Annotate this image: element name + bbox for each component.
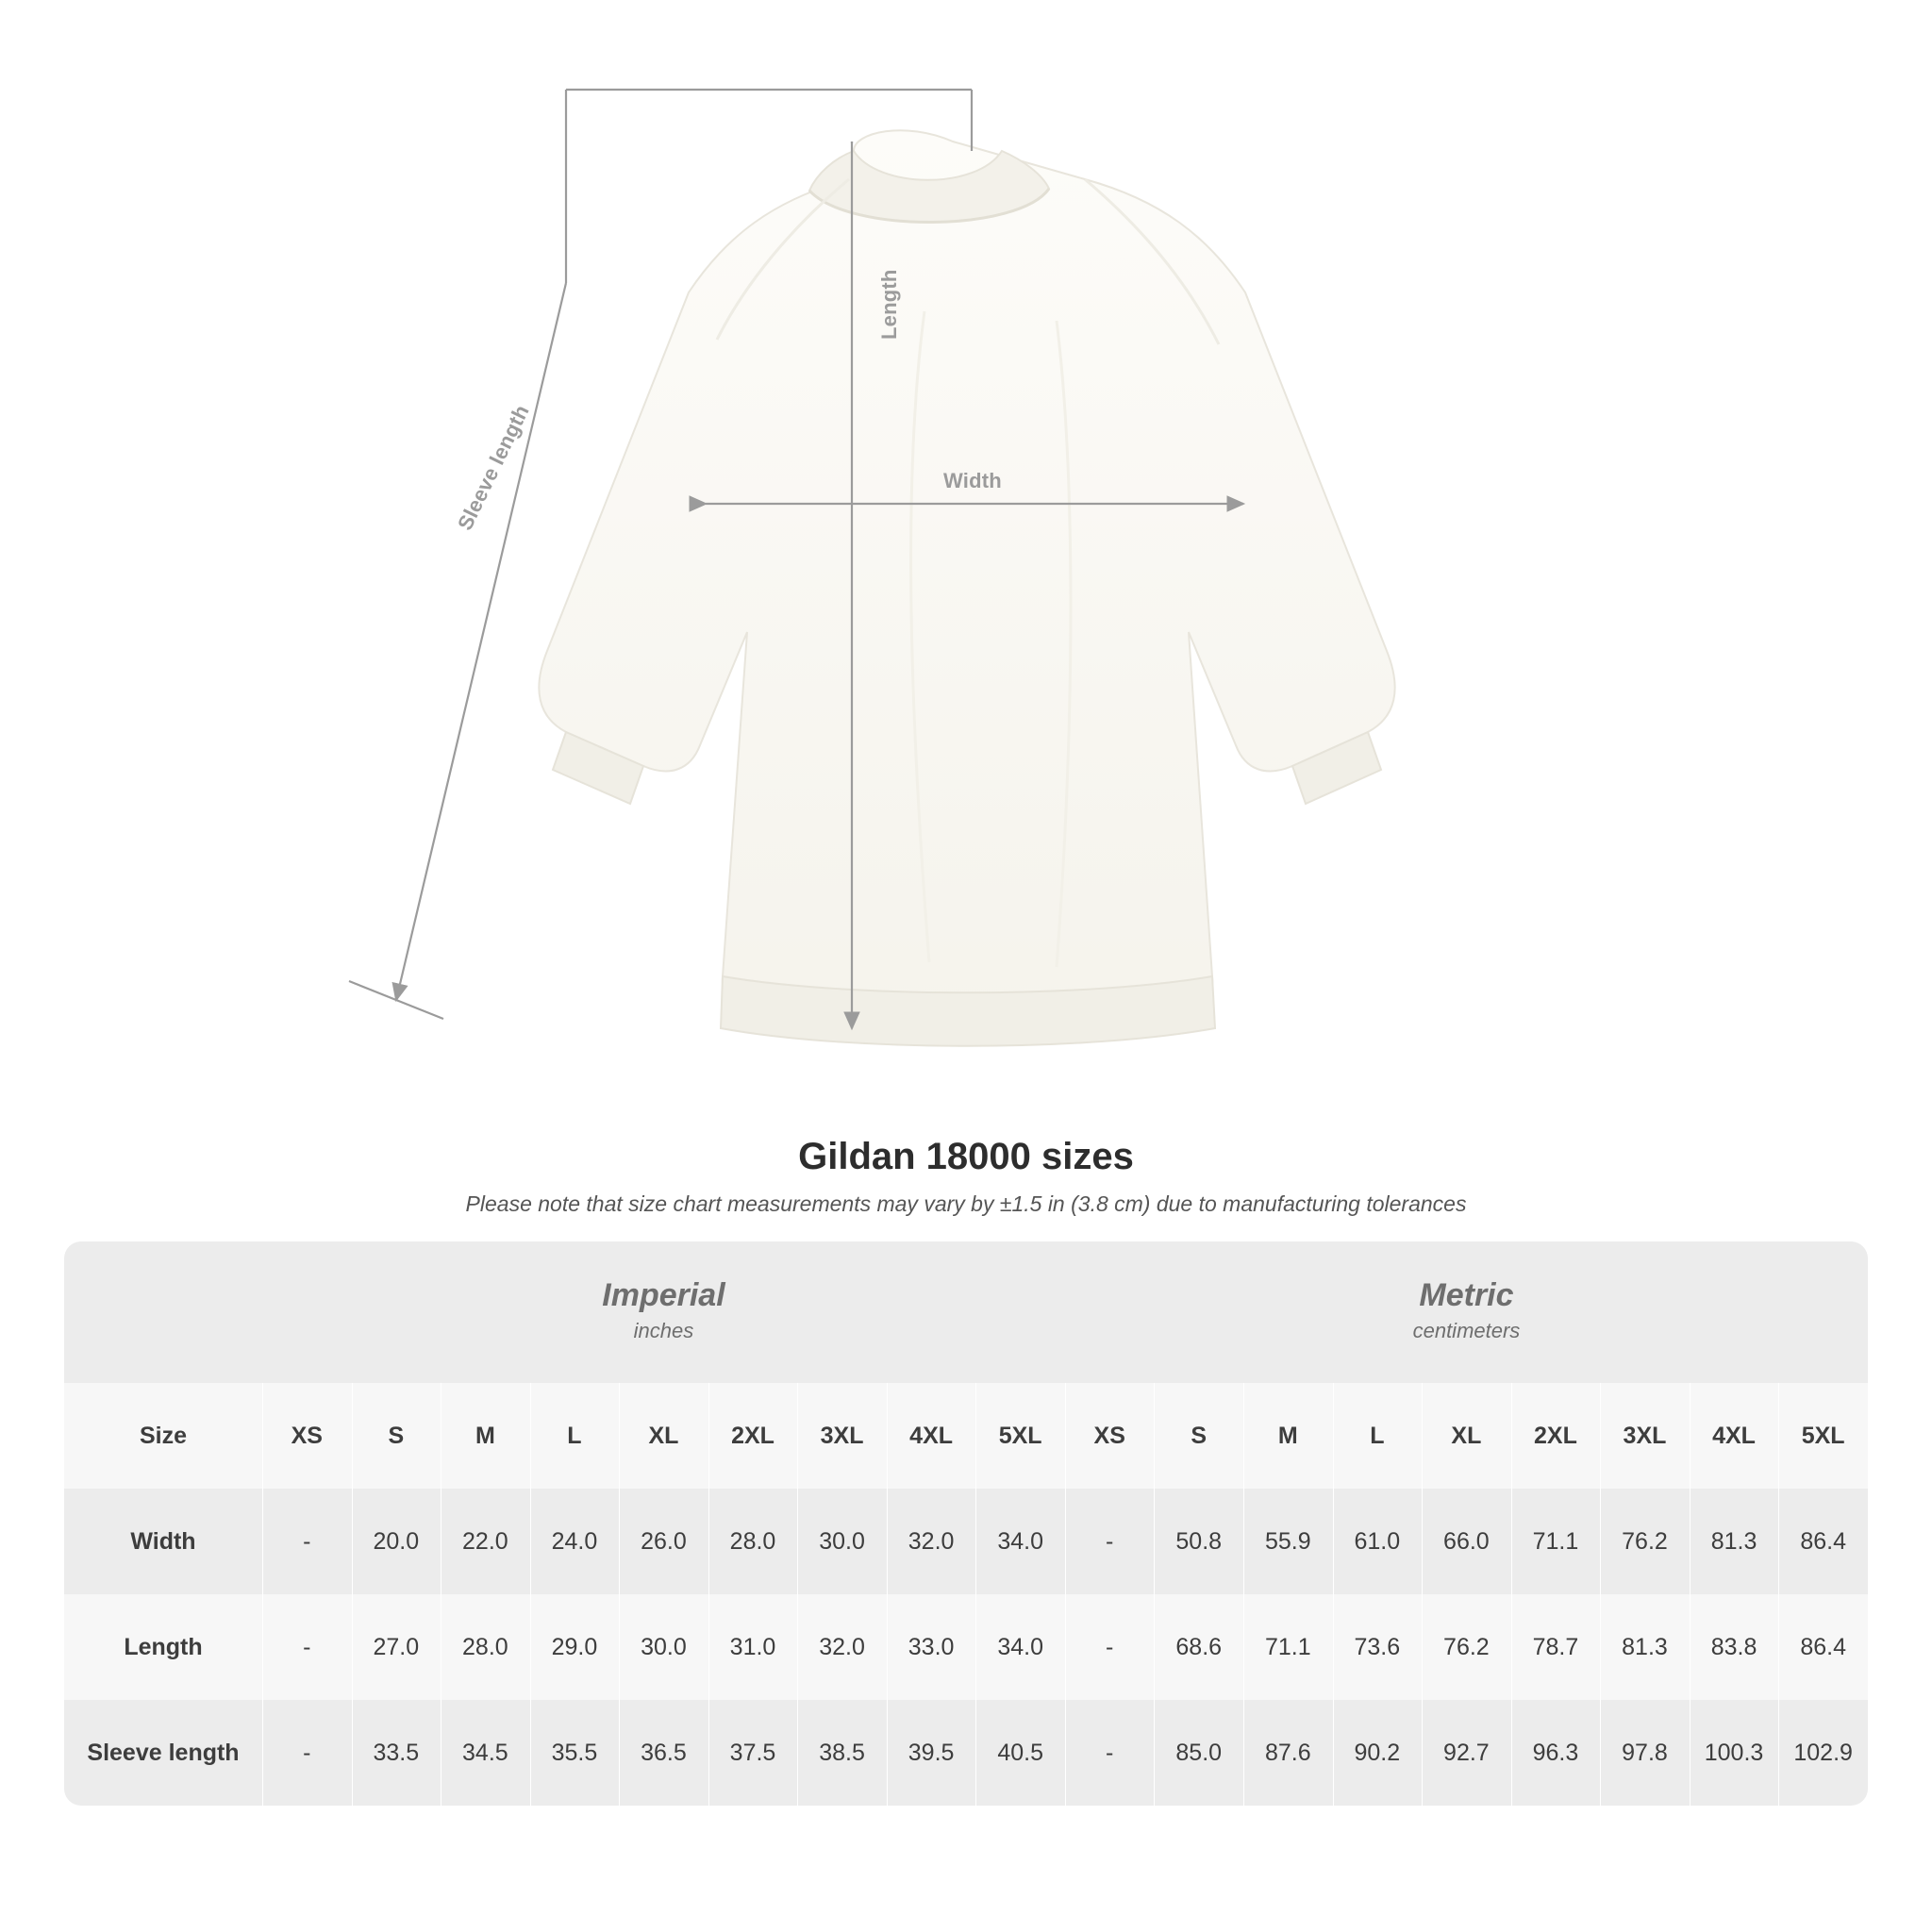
table-cell: 86.4 bbox=[1778, 1594, 1868, 1700]
unit-header-metric bbox=[1065, 1241, 1868, 1383]
size-header-cell: M bbox=[1243, 1383, 1333, 1489]
size-header-row bbox=[64, 1383, 1868, 1489]
table-cell: 36.5 bbox=[619, 1700, 708, 1806]
table-cell: 33.0 bbox=[887, 1594, 976, 1700]
size-header-label: Size bbox=[64, 1383, 262, 1489]
table-cell: 78.7 bbox=[1511, 1594, 1601, 1700]
table-cell: 71.1 bbox=[1511, 1489, 1601, 1594]
table-cell: - bbox=[1065, 1489, 1155, 1594]
table-cell: 55.9 bbox=[1243, 1489, 1333, 1594]
table-cell: 81.3 bbox=[1600, 1594, 1690, 1700]
table-cell: 24.0 bbox=[530, 1489, 620, 1594]
table-cell: 100.3 bbox=[1690, 1700, 1779, 1806]
table-cell: 73.6 bbox=[1333, 1594, 1423, 1700]
table-cell: 39.5 bbox=[887, 1700, 976, 1806]
size-header-cell: 4XL bbox=[887, 1383, 976, 1489]
table-cell: 28.0 bbox=[441, 1594, 530, 1700]
table-cell: 29.0 bbox=[530, 1594, 620, 1700]
unit-name-metric: Metric bbox=[1419, 1276, 1514, 1313]
table-cell: 33.5 bbox=[352, 1700, 441, 1806]
size-header-cell: 3XL bbox=[797, 1383, 887, 1489]
table-cell: 85.0 bbox=[1154, 1700, 1243, 1806]
table-cell: 87.6 bbox=[1243, 1700, 1333, 1806]
size-header-cell: XS bbox=[1065, 1383, 1155, 1489]
table-cell: 86.4 bbox=[1778, 1489, 1868, 1594]
table-cell: 68.6 bbox=[1154, 1594, 1243, 1700]
size-header-cell: 4XL bbox=[1690, 1383, 1779, 1489]
size-header-cell: XL bbox=[1422, 1383, 1511, 1489]
table-cell: 38.5 bbox=[797, 1700, 887, 1806]
table-cell: 83.8 bbox=[1690, 1594, 1779, 1700]
table-cell: 76.2 bbox=[1422, 1594, 1511, 1700]
table-cell: 27.0 bbox=[352, 1594, 441, 1700]
size-header-cell: 2XL bbox=[708, 1383, 798, 1489]
size-header-cell: 5XL bbox=[1778, 1383, 1868, 1489]
size-header-cell: L bbox=[530, 1383, 620, 1489]
table-cell: 32.0 bbox=[887, 1489, 976, 1594]
size-header-cell: S bbox=[352, 1383, 441, 1489]
size-header-cell: 5XL bbox=[975, 1383, 1065, 1489]
table-cell: 66.0 bbox=[1422, 1489, 1511, 1594]
table-cell: 92.7 bbox=[1422, 1700, 1511, 1806]
table-cell: 96.3 bbox=[1511, 1700, 1601, 1806]
sleeve-length-dimension-label: Sleeve length bbox=[453, 401, 534, 534]
unit-sub-imperial: inches bbox=[633, 1318, 694, 1342]
size-header-cell: 3XL bbox=[1600, 1383, 1690, 1489]
table-cell: 40.5 bbox=[975, 1700, 1065, 1806]
size-table-wrapper bbox=[64, 1241, 1868, 1806]
table-cell: 76.2 bbox=[1600, 1489, 1690, 1594]
unit-header-imperial bbox=[262, 1241, 1065, 1383]
size-chart-table bbox=[64, 1241, 1868, 1806]
tolerance-note: Please note that size chart measurements may vary by ±1.5 in (3.8 cm) due to manufacturing tolerances bbox=[465, 1191, 1467, 1216]
table-cell: - bbox=[1065, 1594, 1155, 1700]
table-cell: 34.0 bbox=[975, 1594, 1065, 1700]
table-cell: 30.0 bbox=[619, 1594, 708, 1700]
table-cell: 35.5 bbox=[530, 1700, 620, 1806]
size-header-cell: S bbox=[1154, 1383, 1243, 1489]
table-row bbox=[64, 1489, 1868, 1594]
table-cell: 31.0 bbox=[708, 1594, 798, 1700]
table-cell: 81.3 bbox=[1690, 1489, 1779, 1594]
row-label: Length bbox=[64, 1594, 262, 1700]
table-cell: 61.0 bbox=[1333, 1489, 1423, 1594]
table-cell: 37.5 bbox=[708, 1700, 798, 1806]
table-cell: 30.0 bbox=[797, 1489, 887, 1594]
title-block bbox=[0, 1136, 1932, 1217]
table-cell: 20.0 bbox=[352, 1489, 441, 1594]
size-header-cell: 2XL bbox=[1511, 1383, 1601, 1489]
table-cell: 26.0 bbox=[619, 1489, 708, 1594]
table-cell: 102.9 bbox=[1778, 1700, 1868, 1806]
unit-header-row bbox=[64, 1241, 1868, 1383]
length-dimension-label: Length bbox=[877, 269, 901, 340]
table-row bbox=[64, 1594, 1868, 1700]
size-header-cell: M bbox=[441, 1383, 530, 1489]
table-cell: 28.0 bbox=[708, 1489, 798, 1594]
size-header-cell: L bbox=[1333, 1383, 1423, 1489]
table-cell: 34.0 bbox=[975, 1489, 1065, 1594]
size-header-cell: XL bbox=[619, 1383, 708, 1489]
table-cell: 90.2 bbox=[1333, 1700, 1423, 1806]
table-cell: 50.8 bbox=[1154, 1489, 1243, 1594]
width-dimension-label: Width bbox=[943, 469, 1002, 492]
unit-header-spacer bbox=[64, 1241, 262, 1383]
row-label: Width bbox=[64, 1489, 262, 1594]
table-cell: - bbox=[262, 1594, 352, 1700]
table-cell: 22.0 bbox=[441, 1489, 530, 1594]
unit-sub-metric: centimeters bbox=[1412, 1318, 1521, 1342]
page-title: Gildan 18000 sizes bbox=[798, 1136, 1134, 1177]
table-cell: 97.8 bbox=[1600, 1700, 1690, 1806]
table-cell: - bbox=[262, 1489, 352, 1594]
unit-name-imperial: Imperial bbox=[602, 1276, 725, 1313]
size-header-cell: XS bbox=[262, 1383, 352, 1489]
table-row bbox=[64, 1700, 1868, 1806]
table-cell: 32.0 bbox=[797, 1594, 887, 1700]
table-cell: - bbox=[1065, 1700, 1155, 1806]
row-label: Sleeve length bbox=[64, 1700, 262, 1806]
table-cell: 71.1 bbox=[1243, 1594, 1333, 1700]
table-cell: - bbox=[262, 1700, 352, 1806]
table-cell: 34.5 bbox=[441, 1700, 530, 1806]
